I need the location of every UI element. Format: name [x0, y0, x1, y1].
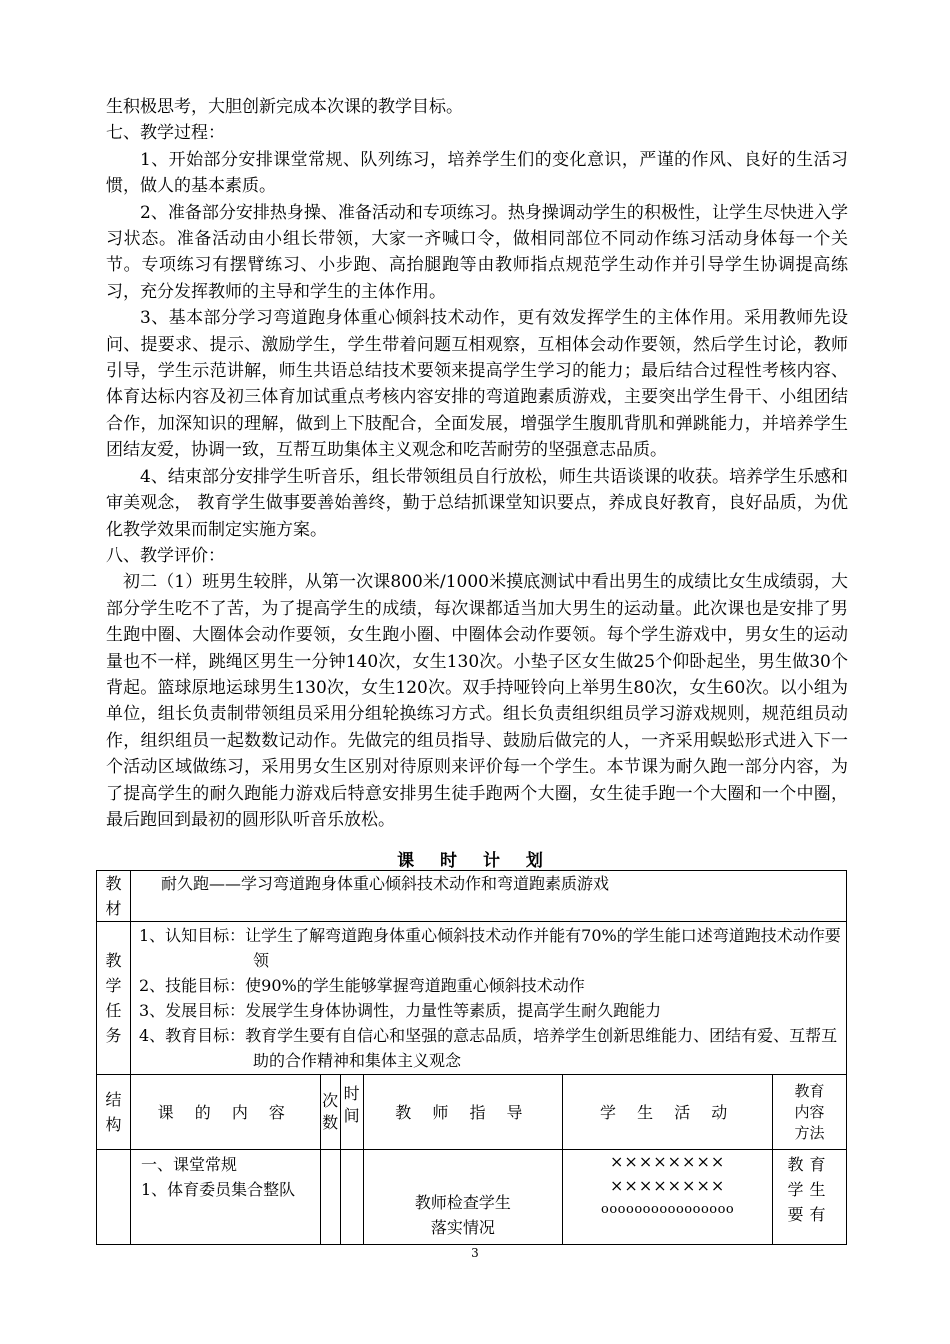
lesson-plan-table — [96, 870, 847, 1245]
formation-row: oooooooooooooooo — [601, 1202, 735, 1217]
material-text: 耐久跑——学习弯道跑身体重心倾斜技术动作和弯道跑素质游戏 — [130, 871, 846, 922]
header-count: 次 数 — [320, 1075, 340, 1150]
header-time: 时 间 — [340, 1075, 363, 1150]
row1-structure — [97, 1150, 131, 1245]
body-text — [106, 94, 848, 833]
row1-guide: 教师检查学生 落实情况 — [363, 1150, 563, 1245]
paragraph: 4、结束部分安排学生听音乐，组长带领组员自行放松，师生共语谈课的收获。培养学生乐感和审美观念， 教育学生做事要善始善终，勤于总结抓课堂知识要点，养成良好教育，良好品质，为优化教学效果而制定实施方案。 — [106, 466, 848, 540]
row1-content: 一、课堂常规 1、体育委员集合整队 — [130, 1150, 320, 1245]
paragraph: 1、开始部分安排课堂常规、队列练习，培养学生们的变化意识，严谨的作风、良好的生活习惯，做人的基本素质。 — [106, 149, 848, 197]
header-guide: 教 师 指 导 — [363, 1075, 563, 1150]
header-row — [97, 1075, 847, 1150]
paragraph: 3、基本部分学习弯道跑身体重心倾斜技术动作，更有效发挥学生的主体作用。采用教师先设问、提要求、提示、激励学生，学生带着问题互相观察，互相体会动作要领，然后学生讨论，教师引导，学生示范讲解，师生共语总结技术要领来提高学生学习的能力；最后结合过程性考核内容、体育达标内容及初三体育加试重点考核内容安排的弯道跑素质游戏，主要突出学生骨干、小组团结合作，加深知识的理解，做到上下肢配合，全面发展，增强学生腹肌背肌和弹跳能力，并培养学生团结友爱，协调一致，互帮互助集体主义观念和吃苦耐劳的坚强意志品质。 — [106, 308, 848, 461]
header-content: 课 的 内 容 — [130, 1075, 320, 1150]
formation-row: ×××××××× — [610, 1176, 726, 1195]
header-method: 教育 内容 方法 — [773, 1075, 847, 1150]
table-row — [97, 1150, 847, 1245]
paragraph: 七、教学过程： — [106, 123, 225, 144]
row1-time — [340, 1150, 363, 1245]
tasks-row — [97, 922, 847, 1075]
header-structure: 结 构 — [97, 1075, 131, 1150]
paragraph: 2、准备部分安排热身操、准备活动和专项练习。热身操调动学生的积极性，让学生尽快进入学习状态。准备活动由小组长带领，大家一齐喊口令，做相同部位不同动作练习活动身体每一个关节。专项练习有摆臂练习、小步跑、高抬腿跑等由教师指点规范学生动作并引导学生协调提高练习，充分发挥教师的主导和学生的主体作用。 — [106, 202, 848, 302]
row1-method: 教育 学生 要有 — [773, 1150, 847, 1245]
goal-education: 4、教育目标：教育学生要有自信心和坚强的意志品质，培养学生创新思维能力、团结有爱、互帮互助的合作精神和集体主义观念 — [138, 1026, 838, 1070]
page-number: 3 — [471, 1246, 479, 1260]
goal-development: 3、发展目标：发展学生身体协调性，力量性等素质，提高学生耐久跑能力 — [138, 1001, 662, 1020]
material-row — [97, 871, 847, 922]
plan-title: 课 时 计 划 — [397, 851, 553, 871]
paragraph: 生积极思考，大胆创新完成本次课的教学目标。 — [106, 97, 463, 117]
tasks-label: 教 学 任 务 — [97, 922, 131, 1075]
material-label: 教 材 — [97, 871, 131, 922]
goal-cognitive: 1、认知目标：让学生了解弯道跑身体重心倾斜技术动作并能有70%的学生能口述弯道跑技术动作要领 — [138, 926, 841, 970]
goals-list — [130, 922, 846, 1075]
formation-row: ×××××××× — [610, 1152, 726, 1171]
paragraph: 初二（1）班男生较胖，从第一次课800米/1000米摸底测试中看出男生的成绩比女生成绩弱，大部分学生吃不了苦，为了提高学生的成绩，每次课都适当加大男生的运动量。此次课也是安排了男生跑中圈、大圈体会动作要领，女生跑小圈、中圈体会动作要领。每个学生游戏中，男女生的运动量也不一样，跳绳区男生一分钟140次，女生130次。小垫子区女生做25个仰卧起坐，男生做30个背起。篮球原地运球男生130次，女生120次。双手持哑铃向上举男生80次，女生60次。以小组为单位，组长负责制带领组员采用分组轮换练习方式。组长负责组织组员学习游戏规则，规范组员动作，组织组员一起数数记动作。先做完的组员指导、鼓励后做完的人，一齐采用蜈蚣形式进入下一个活动区域做练习，采用男女生区别对待原则来评价每一个学生。本节课为耐久跑一部分内容，为了提高学生的耐久跑能力游戏后特意安排男生徒手跑两个大圈，女生徒手跑一个大圈和一个中圈，最后跑回到最初的圆形队听音乐放松。 — [106, 572, 848, 830]
paragraph: 八、教学评价： — [106, 545, 225, 566]
row1-student-activity — [563, 1150, 773, 1245]
row1-count — [320, 1150, 340, 1245]
header-activity: 学 生 活 动 — [563, 1075, 773, 1150]
goal-skill: 2、技能目标：使90%的学生能够掌握弯道跑重心倾斜技术动作 — [138, 976, 585, 995]
